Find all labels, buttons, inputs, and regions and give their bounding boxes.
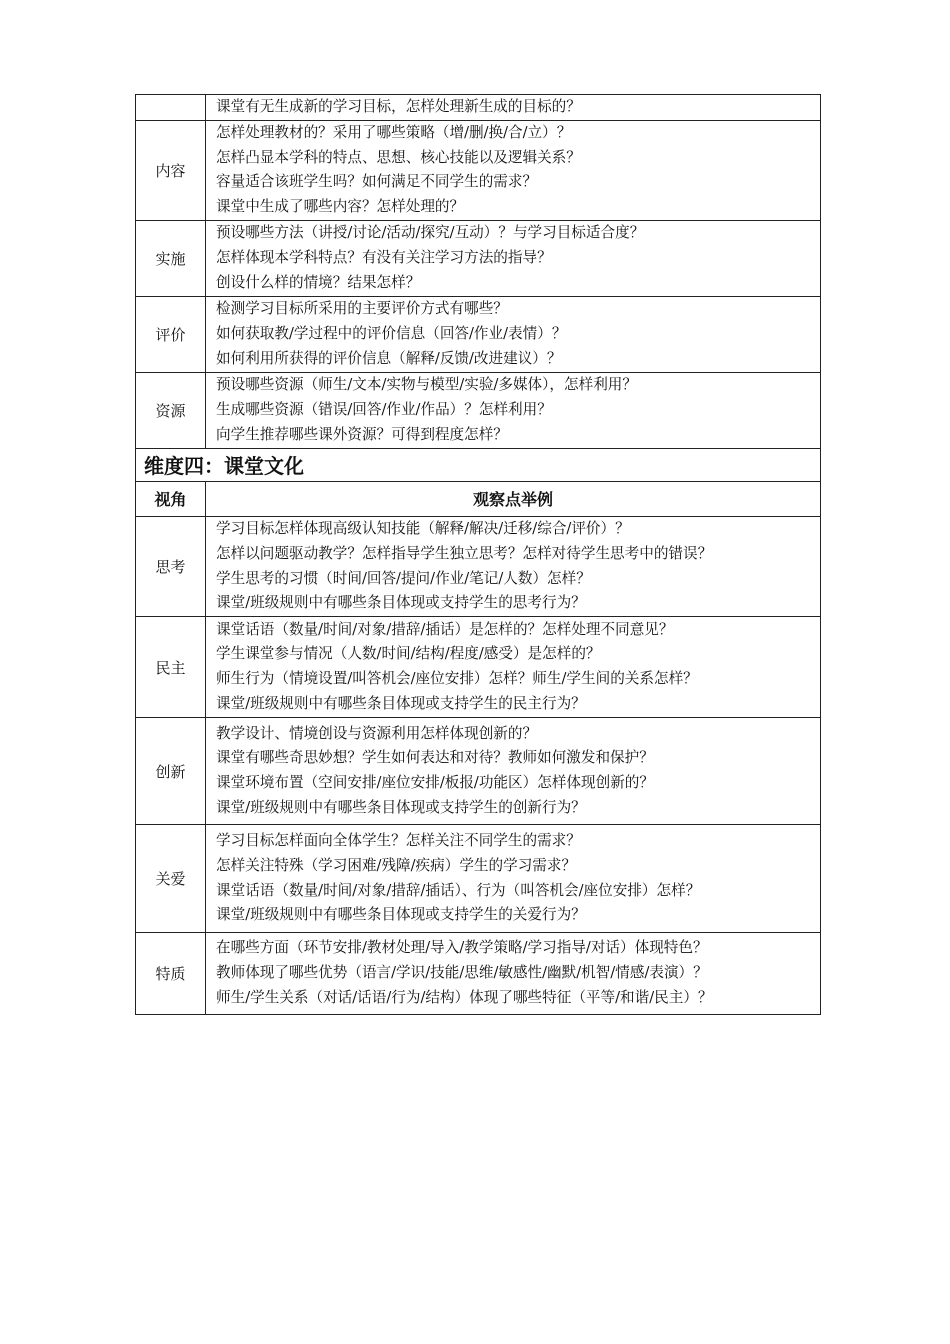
observation-points [206,220,821,296]
column-header-perspective: 视角 [136,481,206,516]
observation-point: 课堂有无生成新的学习目标，怎样处理新生成的目标的？ [216,98,581,115]
observation-points [206,516,821,616]
observation-points [206,933,821,1015]
observation-point: 预设哪些方法（讲授/讨论/活动/探究/互动）？与学习目标适合度？ [216,224,645,242]
observation-point: 怎样处理教材的？采用了哪些策略（增/删/换/合/立）？ [216,123,572,141]
top-section-body [136,95,821,449]
table-row [136,220,821,296]
observation-point: 课堂/班级规则中有哪些条目体现或支持学生的思考行为？ [216,594,586,612]
observation-point: 课堂环境布置（空间安排/座位安排/板报/功能区）怎样体现创新的？ [216,774,654,792]
row-label: 关爱 [136,825,206,933]
culture-section-heading [136,448,821,516]
observation-point: 怎样以问题驱动教学？怎样指导学生独立思考？怎样对待学生思考中的错误？ [216,544,713,562]
table-row [136,516,821,616]
observation-points [206,95,821,121]
table-row [136,933,821,1015]
observation-point: 预设哪些资源（师生/文本/实物与模型/实验/多媒体），怎样利用？ [216,376,637,394]
observation-point: 学习目标怎样面向全体学生？怎样关注不同学生的需求？ [216,832,581,850]
observation-points [206,120,821,220]
observation-point: 学习目标怎样体现高级认知技能（解释/解决/迁移/综合/评价）？ [216,519,630,537]
observation-table [135,94,821,1015]
table-row [136,296,821,372]
observation-point: 学生课堂参与情况（人数/时间/结构/程度/感受）是怎样的？ [216,645,601,663]
observation-point: 检测学习目标所采用的主要评价方式有哪些？ [216,300,508,318]
observation-points [206,718,821,825]
observation-points [206,617,821,718]
observation-points [206,296,821,372]
observation-point: 学生思考的习惯（时间/回答/提问/作业/笔记/人数）怎样？ [216,569,591,587]
observation-point: 课堂/班级规则中有哪些条目体现或支持学生的民主行为？ [216,694,586,712]
observation-point: 容量适合该班学生吗？如何满足不同学生的需求？ [216,173,538,191]
observation-point: 怎样体现本学科特点？有没有关注学习方法的指导？ [216,249,552,267]
observation-point: 教师体现了哪些优势（语言/学识/技能/思维/敏感性/幽默/机智/情感/表演）？ [216,964,708,982]
table-row [136,718,821,825]
table-row [136,617,821,718]
observation-point: 课堂话语（数量/时间/对象/措辞/插话）、行为（叫答机会/座位安排）怎样？ [216,881,701,899]
table-row [136,825,821,933]
row-label: 特质 [136,933,206,1015]
row-label: 思考 [136,516,206,616]
observation-point: 怎样关注特殊（学习困难/残障/疾病）学生的学习需求？ [216,856,577,874]
row-label: 内容 [136,120,206,220]
row-label: 评价 [136,296,206,372]
row-label: 资源 [136,372,206,448]
observation-point: 课堂话语（数量/时间/对象/措辞/插话）是怎样的？怎样处理不同意见？ [216,620,674,638]
observation-point: 怎样凸显本学科的特点、思想、核心技能以及逻辑关系？ [216,148,581,166]
observation-point: 课堂中生成了哪些内容？怎样处理的？ [216,198,465,216]
table-row [136,120,821,220]
section-title: 维度四：课堂文化 [136,448,821,481]
row-label: 实施 [136,220,206,296]
observation-points [206,825,821,933]
observation-point: 如何利用所获得的评价信息（解释/反馈/改进建议）？ [216,349,562,367]
observation-point: 在哪些方面（环节安排/教材处理/导入/教学策略/学习指导/对话）体现特色？ [216,939,708,957]
observation-table-page [135,94,820,1015]
row-label: 创新 [136,718,206,825]
observation-point: 课堂/班级规则中有哪些条目体现或支持学生的关爱行为？ [216,906,586,924]
observation-point: 生成哪些资源（错误/回答/作业/作品）？怎样利用？ [216,401,552,419]
observation-point: 创设什么样的情境？结果怎样？ [216,273,421,291]
observation-point: 教学设计、情境创设与资源利用怎样体现创新的？ [216,724,538,742]
row-label: 民主 [136,617,206,718]
observation-point: 师生行为（情境设置/叫答机会/座位安排）怎样？师生/学生间的关系怎样？ [216,670,698,688]
column-header-observation-points: 观察点举例 [206,481,821,516]
observation-point: 如何获取教/学过程中的评价信息（回答/作业/表情）？ [216,325,567,343]
observation-point: 向学生推荐哪些课外资源？可得到程度怎样？ [216,425,508,443]
row-label [136,95,206,121]
observation-point: 课堂有哪些奇思妙想？学生如何表达和对待？教师如何激发和保护？ [216,749,654,767]
table-row [136,95,821,121]
culture-section-body [136,516,821,1014]
observation-point: 师生/学生关系（对话/话语/行为/结构）体现了哪些特征（平等/和谐/民主）？ [216,989,713,1007]
observation-points [206,372,821,448]
table-row [136,372,821,448]
observation-point: 课堂/班级规则中有哪些条目体现或支持学生的创新行为？ [216,798,586,816]
